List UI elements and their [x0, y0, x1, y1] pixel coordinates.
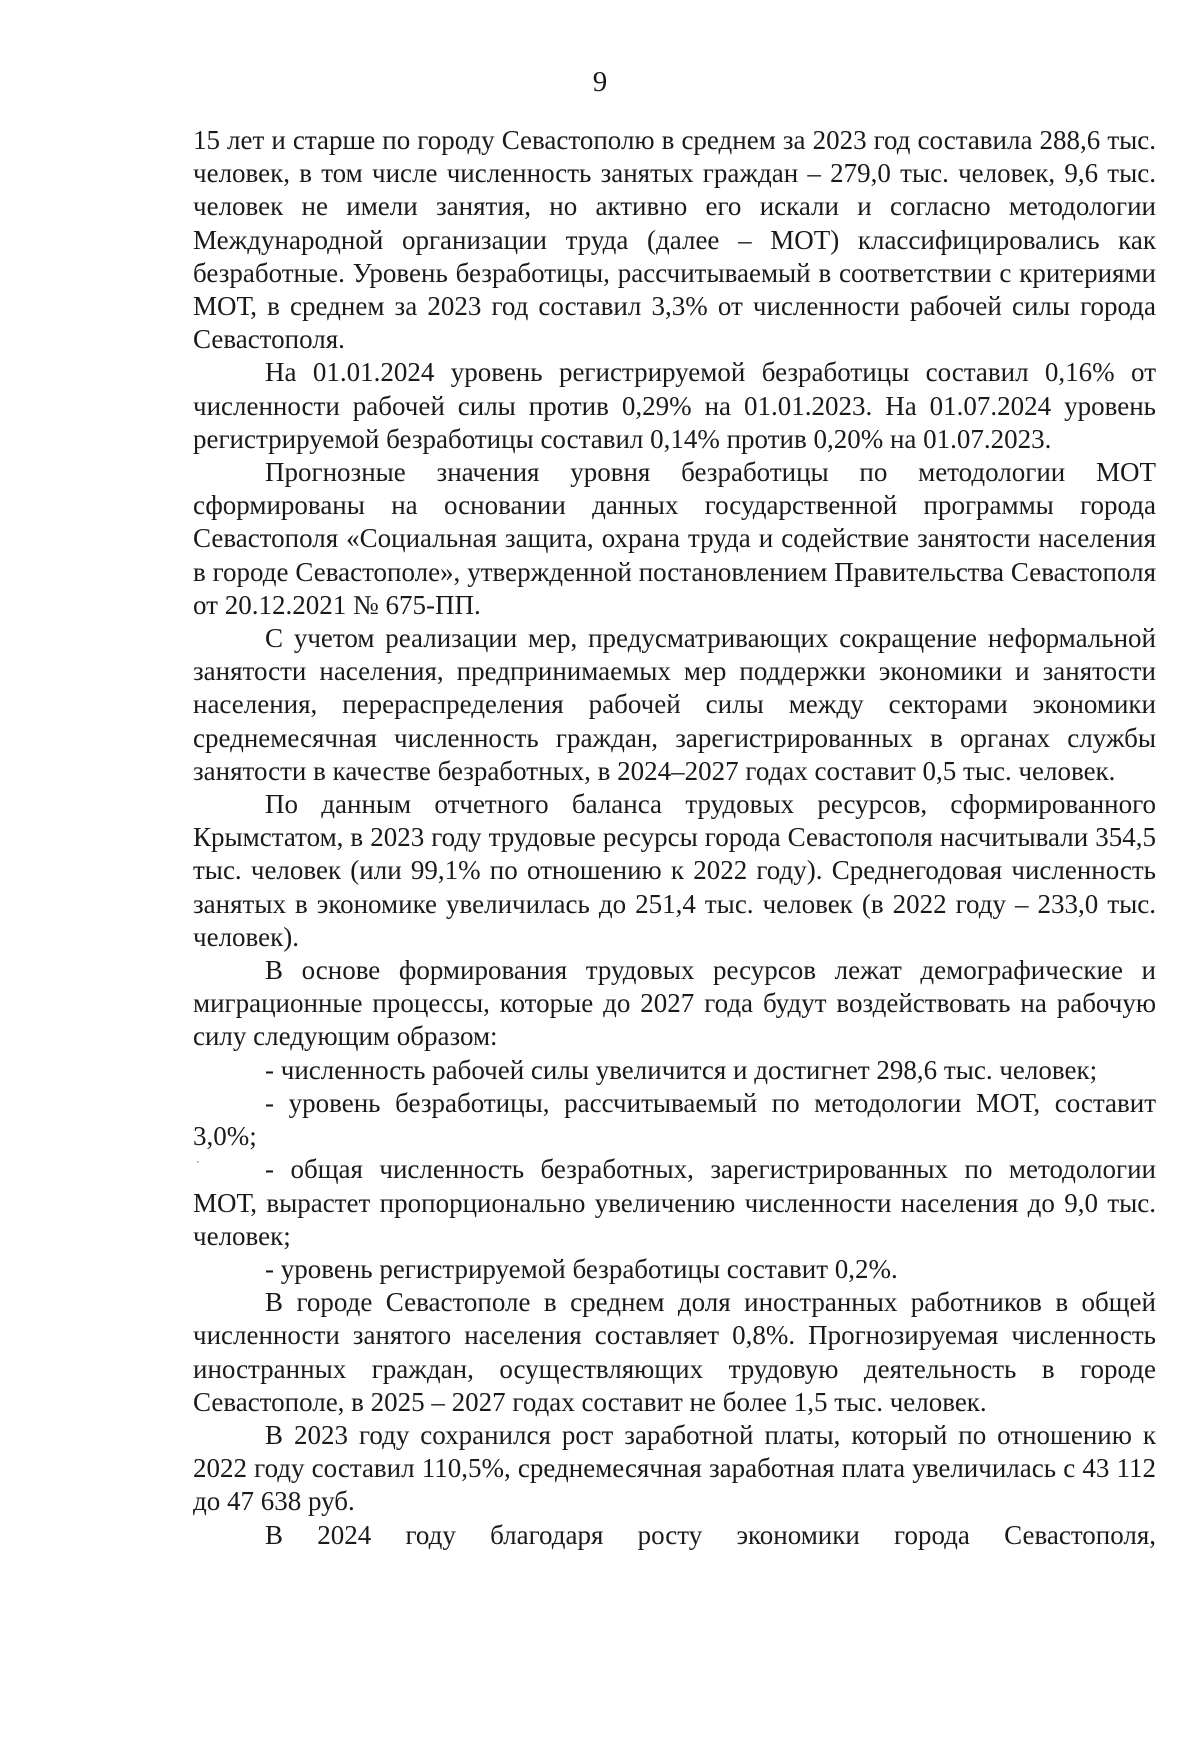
paragraph-labour-resources: В основе формирования трудовых ресурсов лежат демографические и миграционные процессы, которые до 2027 года будут воздействовать на рабочую силу следующим образом: — [193, 955, 1156, 1052]
list-item-registered-rate: - уровень регистрируемой безработицы составит 0,2%. — [265, 1253, 898, 1284]
paragraph-unemployment-mot: 15 лет и старше по городу Севастополю в среднем за 2023 год составила 288,6 тыс. человек, в том числе численность занятых граждан – 279,0 тыс. человек, 9,6 тыс. человек не имели занятия, но активно его искали и согласно методологии Международной организации труда (далее – МОТ) классифицировались как безработные. Уровень безработицы, рассчитываемый в соответствии с критериями МОТ, в среднем за 2023 год составил 3,3% от численности рабочей силы города Севастополя. — [193, 125, 1156, 355]
paragraph-wages: В 2023 году сохранился рост заработной платы, который по отношению к 2022 году составил 110,5%, среднемесячная заработная плата увеличилась с 43 112 до 47 638 руб. — [193, 1419, 1156, 1517]
paragraph-labour-balance: По данным отчетного баланса трудовых ресурсов, сформированного Крымстатом, в 2023 году трудовые ресурсы города Севастополя насчитывали 354,5 тыс. человек (или 99,1% по отношению к 2022 году). Среднегодовая численность занятых в экономике увеличилась до 251,4 тыс. человек (в 2022 году – 233,0 тыс. человек). — [193, 789, 1156, 952]
page-number: 9 — [592, 66, 608, 98]
scan-speck — [197, 1161, 199, 1163]
paragraph-informal-employment: С учетом реализации мер, предусматривающих сокращение неформальной занятости населения, предпринимаемых мер поддержки экономики и занятости населения, перераспределения рабочей силы между секторами экономики среднемесячная численность граждан, зарегистрированных в органах службы занятости в качестве безработных, в 2024–2027 годах составит 0,5 тыс. человек. — [193, 623, 1156, 786]
paragraph-economy-2024: В 2024 году благодаря росту экономики города Севастополя, — [265, 1519, 1156, 1550]
list-item-unemployment-rate: - уровень безработицы, рассчитываемый по методологии МОТ, составит 3,0%; — [193, 1087, 1156, 1152]
paragraph-forecast-basis: Прогнозные значения уровня безработицы по методологии МОТ сформированы на основании данных государственной программы города Севастополя «Социальная защита, охрана труда и содействие занятости населения в городе Севастополе», утвержденной постановлением Правительства Севастополя от 20.12.2021 № 675-ПП. — [193, 457, 1156, 620]
list-item-total-unemployed: - общая численность безработных, зарегистрированных по методологии МОТ, вырастет пропорционально увеличению численности населения до 9,0 тыс. человек; — [193, 1154, 1156, 1251]
paragraph-registered-unemployment: На 01.01.2024 уровень регистрируемой безработицы составил 0,16% от численности рабочей силы против 0,29% на 01.01.2023. На 01.07.2024 уровень регистрируемой безработицы составил 0,14% против 0,20% на 01.07.2023. — [193, 357, 1156, 454]
list-item-labour-force: - численность рабочей силы увеличится и достигнет 298,6 тыс. человек; — [265, 1054, 1098, 1085]
paragraph-foreign-workers: В городе Севастополе в среднем доля иностранных работников в общей численности занятого населения составляет 0,8%. Прогнозируемая численность иностранных граждан, осуществляющих трудовую деятельность в городе Севастополе, в 2025 – 2027 годах составит не более 1,5 тыс. человек. — [193, 1287, 1156, 1417]
document-body — [193, 124, 1156, 1552]
